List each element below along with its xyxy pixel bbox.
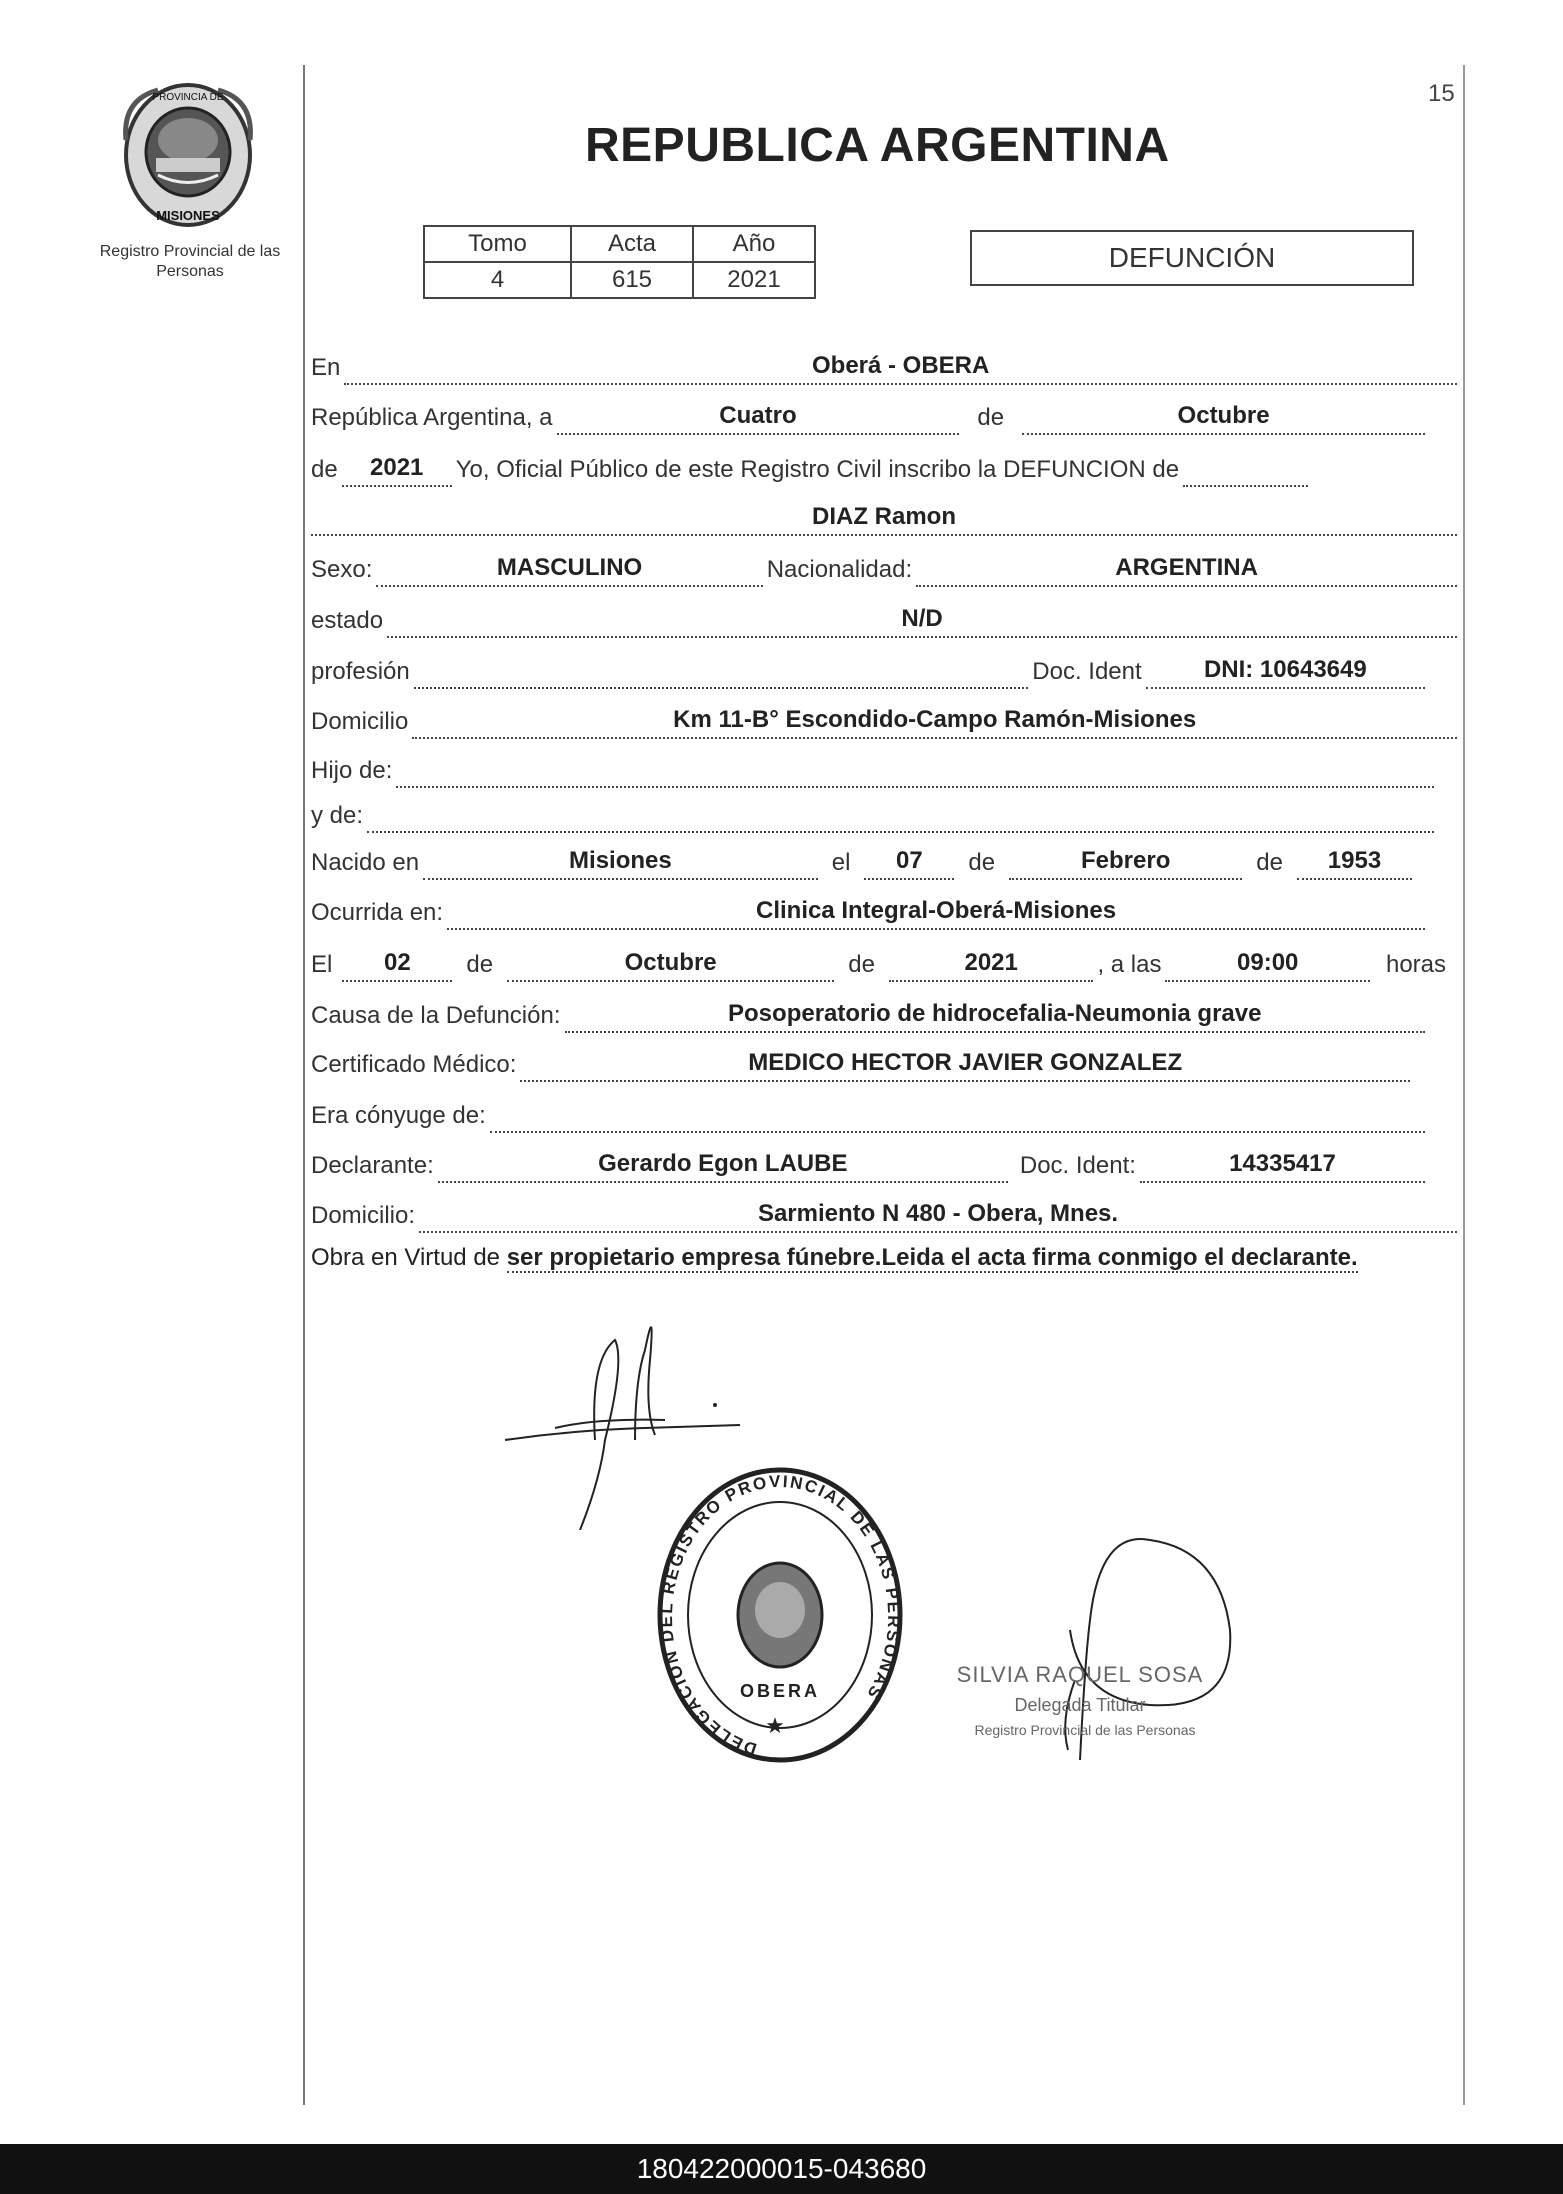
anio-header: Año bbox=[693, 226, 815, 262]
value-def-dia: 02 bbox=[342, 949, 452, 982]
value-fallecido: DIAZ Ramon bbox=[311, 503, 1457, 536]
value-estado: N/D bbox=[387, 605, 1457, 638]
row-profesion bbox=[311, 649, 1429, 689]
row-sexo bbox=[311, 547, 1461, 587]
label-de: de bbox=[977, 404, 1005, 431]
value-certificado: MEDICO HECTOR JAVIER GONZALEZ bbox=[520, 1049, 1410, 1082]
province-seal bbox=[118, 80, 258, 230]
value-profesion bbox=[414, 656, 1029, 689]
anio-value: 2021 bbox=[693, 262, 815, 298]
row-fecha-defuncion bbox=[311, 942, 1446, 982]
value-y-de bbox=[367, 800, 1434, 833]
value-causa: Posoperatorio de hidrocefalia-Neumonia grave bbox=[565, 1000, 1426, 1033]
value-doc-ident: DNI: 10643649 bbox=[1146, 656, 1425, 689]
seal-text-top: PROVINCIA DE bbox=[152, 92, 224, 103]
row-certificado bbox=[311, 1042, 1414, 1082]
label-de-nac-mes: de bbox=[968, 849, 996, 876]
label-nacionalidad: Nacionalidad: bbox=[766, 556, 913, 583]
value-mes-texto: Octubre bbox=[1022, 402, 1425, 435]
row-declarante bbox=[311, 1143, 1429, 1183]
label-a-las: , a las bbox=[1097, 951, 1162, 978]
value-nac-mes: Febrero bbox=[1009, 847, 1242, 880]
blank-yo bbox=[1183, 454, 1308, 487]
label-sexo: Sexo: bbox=[311, 556, 373, 583]
record-type-box: DEFUNCIÓN bbox=[970, 230, 1414, 286]
value-nacionalidad: ARGENTINA bbox=[916, 554, 1457, 587]
tomo-header: Tomo bbox=[424, 226, 571, 262]
label-yo: Yo, Oficial Público de este Registro Civil inscribo la DEFUNCION de bbox=[455, 456, 1180, 483]
label-en: En bbox=[311, 354, 341, 381]
label-causa: Causa de la Defunción: bbox=[311, 1002, 561, 1029]
official-stamp bbox=[655, 1465, 905, 1765]
reference-table bbox=[423, 225, 816, 299]
officer-name: SILVIA RAQUEL SOSA bbox=[956, 1662, 1204, 1687]
row-hijo-de bbox=[311, 748, 1438, 788]
row-domicilio-2 bbox=[311, 1193, 1461, 1233]
value-sexo: MASCULINO bbox=[376, 554, 762, 587]
acta-header: Acta bbox=[571, 226, 693, 262]
stamp-star-icon: ★ bbox=[765, 1713, 785, 1738]
stamp-city: OBERA bbox=[739, 1681, 821, 1701]
tomo-value: 4 bbox=[424, 262, 571, 298]
page-number: 15 bbox=[1428, 80, 1455, 107]
label-doc-ident: Doc. Ident bbox=[1032, 658, 1142, 685]
label-ocurrida-en: Ocurrida en: bbox=[311, 899, 444, 926]
label-doc-ident-2: Doc. Ident: bbox=[1019, 1152, 1136, 1179]
label-el-cap: El bbox=[311, 951, 333, 978]
label-de-anio: de bbox=[311, 456, 338, 483]
label-certificado: Certificado Médico: bbox=[311, 1051, 517, 1078]
value-lugar: Oberá - OBERA bbox=[344, 352, 1457, 385]
acta-value: 615 bbox=[571, 262, 693, 298]
row-fallecido bbox=[311, 496, 1461, 536]
obra-paragraph bbox=[311, 1240, 1461, 1276]
row-domicilio bbox=[311, 699, 1461, 739]
label-obra: Obra en Virtud de bbox=[311, 1244, 501, 1271]
value-domicilio: Km 11-B° Escondido-Campo Ramón-Misiones bbox=[412, 706, 1457, 739]
row-lugar bbox=[311, 345, 1461, 385]
value-anio: 2021 bbox=[342, 454, 452, 487]
label-el: el bbox=[831, 849, 851, 876]
value-obra-texto: ser propietario empresa fúnebre.Leida el acta firma conmigo el declarante. bbox=[506, 1244, 1358, 1271]
label-conyuge: Era cónyuge de: bbox=[311, 1102, 486, 1129]
label-republica: República Argentina, a bbox=[311, 404, 553, 431]
value-hijo-de bbox=[396, 755, 1434, 788]
row-estado bbox=[311, 598, 1461, 638]
row-anio-yo bbox=[311, 447, 1429, 487]
value-nacido-en: Misiones bbox=[423, 847, 818, 880]
row-fecha-acta bbox=[311, 395, 1429, 435]
label-declarante: Declarante: bbox=[311, 1152, 434, 1179]
label-de-def-anio: de bbox=[848, 951, 875, 978]
value-def-mes: Octubre bbox=[507, 949, 834, 982]
value-nac-anio: 1953 bbox=[1297, 847, 1412, 880]
value-dia-texto: Cuatro bbox=[557, 402, 960, 435]
value-conyuge bbox=[490, 1100, 1425, 1133]
label-de-def-mes: de bbox=[466, 951, 494, 978]
value-def-anio: 2021 bbox=[889, 949, 1094, 982]
value-declarante-doc: 14335417 bbox=[1140, 1150, 1425, 1183]
value-def-hora: 09:00 bbox=[1165, 949, 1370, 982]
label-hijo-de: Hijo de: bbox=[311, 757, 393, 784]
left-margin-line bbox=[303, 65, 305, 2105]
value-nac-dia: 07 bbox=[864, 847, 954, 880]
value-declarante: Gerardo Egon LAUBE bbox=[438, 1150, 1008, 1183]
label-y-de: y de: bbox=[311, 802, 364, 829]
stamp-ring-text: DELEGACION DEL REGISTRO PROVINCIAL DE LAS PERSONAS bbox=[656, 1471, 904, 1759]
label-estado: estado bbox=[311, 607, 384, 634]
label-domicilio-2: Domicilio: bbox=[311, 1202, 416, 1229]
footer-barcode-text: 180422000015-043680 bbox=[0, 2144, 1563, 2194]
country-title: REPUBLICA ARGENTINA bbox=[585, 119, 1170, 172]
officer-org: Registro Provincial de las Personas bbox=[974, 1722, 1196, 1738]
officer-role: Delegada Titular bbox=[1014, 1695, 1146, 1715]
value-declarante-domicilio: Sarmiento N 480 - Obera, Mnes. bbox=[419, 1200, 1457, 1233]
row-conyuge bbox=[311, 1093, 1429, 1133]
label-nacido-en: Nacido en bbox=[311, 849, 420, 876]
label-profesion: profesión bbox=[311, 658, 410, 685]
right-margin-line bbox=[1463, 65, 1465, 2105]
seal-text-bottom: MISIONES bbox=[156, 208, 220, 223]
row-y-de bbox=[311, 793, 1438, 833]
registry-label: Registro Provincial de las Personas bbox=[99, 243, 281, 280]
row-causa bbox=[311, 993, 1429, 1033]
row-ocurrida bbox=[311, 890, 1429, 930]
label-domicilio: Domicilio bbox=[311, 708, 409, 735]
value-ocurrida-en: Clinica Integral-Oberá-Misiones bbox=[447, 897, 1425, 930]
label-de-nac-anio: de bbox=[1256, 849, 1283, 876]
row-nacido bbox=[311, 840, 1416, 880]
label-horas: horas bbox=[1385, 951, 1447, 978]
